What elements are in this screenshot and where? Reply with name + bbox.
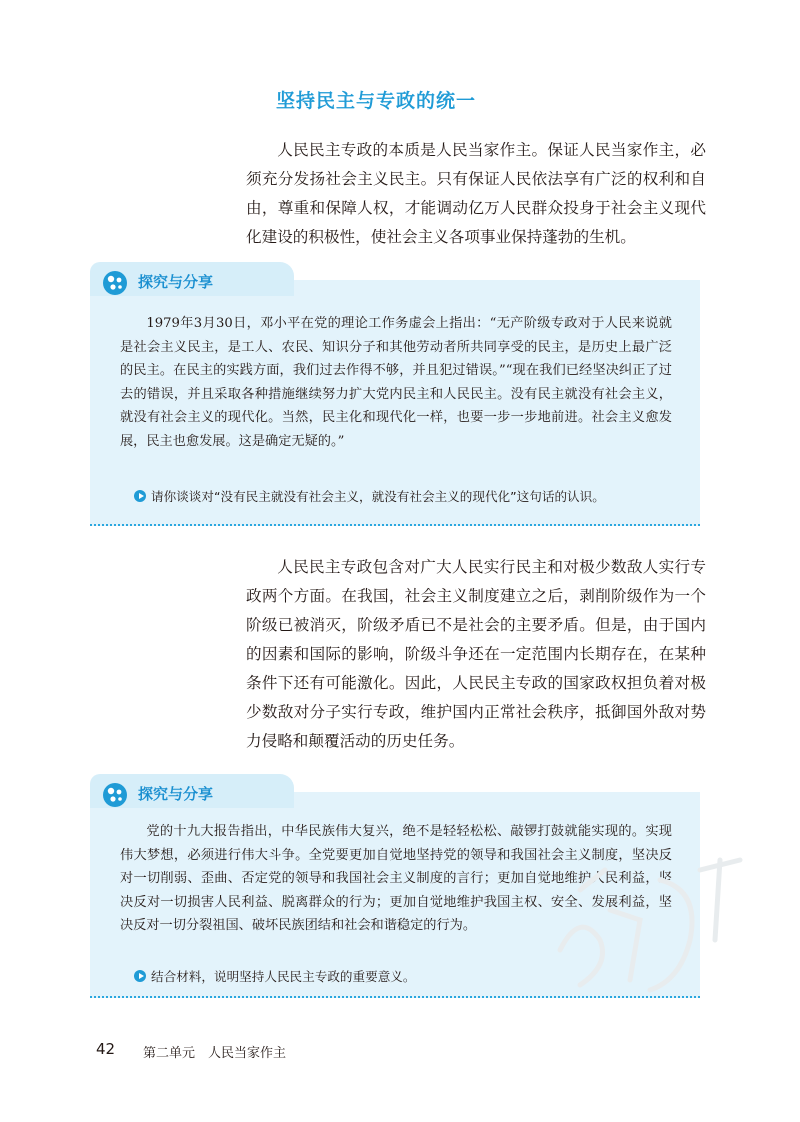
arrow-bullet-icon (134, 970, 146, 982)
watermark-graphic (540, 830, 770, 1020)
box-text: 党的十九大报告指出，中华民族伟大复兴，绝不是轻轻松松、敲锣打鼓就能实现的。实现伟大梦想，必须进行伟大斗争。全党要更加自觉地坚持党的领导和我国社会主义制度，坚决反对一切削弱、歪曲、否定党的领导和我国社会主义制度的言行；更加自觉地维护人民利益，坚决反对一切损害人民利益、脱离群众的行为；更加自觉地维护我国主权、安全、发展利益，坚决反对一切分裂祖国、破坏民族团结和社会和谐稳定的行为。 (120, 824, 672, 934)
prompt-text: 结合材料，说明坚持人民民主专政的重要意义。 (151, 969, 416, 984)
explore-share-icon (102, 782, 128, 808)
box-label: 探究与分享 (138, 785, 214, 803)
box-tab (90, 262, 294, 296)
body-paragraph-2: 人民民主专政包含对广大人民实行民主和对极少数敌人实行专政两个方面。在我国，社会主义制度建立之后，剥削阶级作为一个阶级已被消灭，阶级矛盾已不是社会的主要矛盾。但是，由于国内的因素和国际的影响，阶级斗争还在一定范围内长期存在，在某种条件下还有可能激化。因此，人民民主专政的国家政权担负着对极少数敌对分子实行专政，维护国内正常社会秩序，抵御国外敌对势力侵略和颠覆活动的历史任务。 (246, 558, 706, 750)
explore-share-box-1 (90, 262, 700, 526)
box-tab (90, 774, 294, 808)
arrow-bullet-icon (134, 490, 146, 502)
box-label: 探究与分享 (138, 273, 214, 291)
explore-share-icon (102, 270, 128, 296)
running-footer: 第二单元 人民当家作主 (143, 1046, 287, 1061)
body-paragraph-1: 人民民主专政的本质是人民当家作主。保证人民当家作主，必须充分发扬社会主义民主。只有保证人民依法享有广泛的权利和自由，尊重和保障人权，才能调动亿万人民群众投身于社会主义现代化建设的积极性，使社会主义各项事业保持蓬勃的生机。 (246, 141, 706, 246)
section-title: 坚持民主与专政的统一 (276, 90, 477, 112)
box-prompt (134, 486, 605, 505)
prompt-text: 请你谈谈对“没有民主就没有社会主义，就没有社会主义的现代化”这句话的认识。 (151, 489, 605, 504)
box-prompt (134, 966, 415, 985)
box-text: 1979年3月30日，邓小平在党的理论工作务虚会上指出：“无产阶级专政对于人民来说就是社会主义民主，是工人、农民、知识分子和其他劳动者所共同享受的民主，是历史上最广泛的民主。在民主的实践方面，我们过去作得不够，并且犯过错误。”“现在我们已经坚决纠正了过去的错误，并且采取各种措施继续努力扩大党内民主和人民民主。没有民主就没有社会主义，就没有社会主义的现代化。当然，民主化和现代化一样，也要一步一步地前进。社会主义愈发展，民主也愈发展。这是确定无疑的。” (120, 316, 672, 449)
page-number: 42 (96, 1040, 116, 1058)
